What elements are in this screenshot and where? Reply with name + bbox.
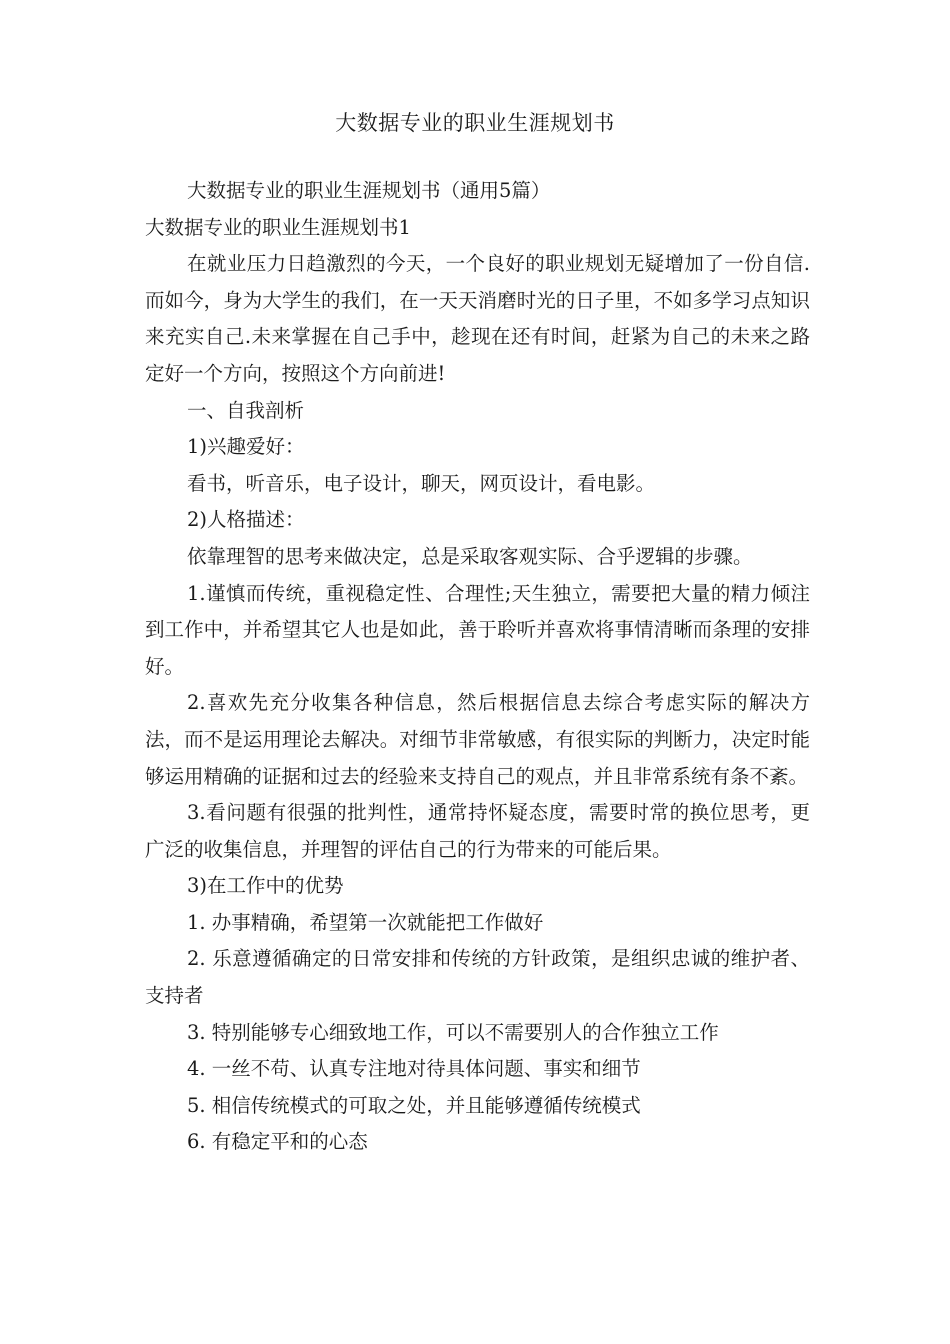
paragraph-personality: 依靠理智的思考来做决定，总是采取客观实际、合乎逻辑的步骤。 xyxy=(187,544,753,568)
paragraph-intro: 在就业压力日趋激烈的今天，一个良好的职业规划无疑增加了一份自信.而如今，身为大学生的我们，在一天天消磨时光的日子里，不如多学习点知识来充实自己.未来掌握在自己手中，趁现在还有时间，赶紧为自己的未来之路定好一个方向，按照这个方向前进! xyxy=(145,252,810,385)
paragraph-subtitle: 大数据专业的职业生涯规划书（通用5篇） xyxy=(187,179,551,202)
paragraph-trait-3: 3.看问题有很强的批判性，通常持怀疑态度，需要时常的换位思考，更广泛的收集信息，并理智的评估自己的行为带来的可能后果。 xyxy=(145,801,810,861)
paragraph-strength-5: 5. 相信传统模式的可取之处，并且能够遵循传统模式 xyxy=(187,1093,641,1117)
document-body xyxy=(145,173,810,1161)
paragraph-section-heading: 大数据专业的职业生涯规划书1 xyxy=(145,215,411,239)
paragraph-heading-personality: 2)人格描述： xyxy=(187,508,305,532)
paragraph-trait-1: 1.谨慎而传统，重视稳定性、合理性;天生独立，需要把大量的精力倾注到工作中，并希望其它人也是如此，善于聆听并喜欢将事情清晰而条理的安排好。 xyxy=(145,581,810,678)
paragraph-strength-1: 1. 办事精确，希望第一次就能把工作做好 xyxy=(187,910,544,934)
paragraph-strength-2: 2. 乐意遵循确定的日常安排和传统的方针政策，是组织忠诚的维护者、支持者 xyxy=(145,947,810,1008)
paragraph-strength-3: 3. 特别能够专心细致地工作，可以不需要别人的合作独立工作 xyxy=(187,1020,719,1044)
paragraph-heading-self-analysis: 一、自我剖析 xyxy=(187,398,305,422)
paragraph-strength-6: 6. 有稳定平和的心态 xyxy=(187,1130,368,1154)
document-title: 大数据专业的职业生涯规划书 xyxy=(335,111,615,135)
paragraph-heading-interests: 1)兴趣爱好： xyxy=(187,435,305,459)
paragraph-heading-strengths: 3)在工作中的优势 xyxy=(187,874,344,898)
paragraph-strength-4: 4. 一丝不苟、认真专注地对待具体问题、事实和细节 xyxy=(187,1057,641,1081)
paragraph-trait-2: 2.喜欢先充分收集各种信息，然后根据信息去综合考虑实际的解决方法，而不是运用理论去解决。对细节非常敏感，有很实际的判断力，决定时能够运用精确的证据和过去的经验来支持自己的观点，并且非常系统有条不紊。 xyxy=(145,691,810,788)
paragraph-interests: 看书，听音乐，电子设计，聊天，网页设计，看电影。 xyxy=(187,471,656,495)
